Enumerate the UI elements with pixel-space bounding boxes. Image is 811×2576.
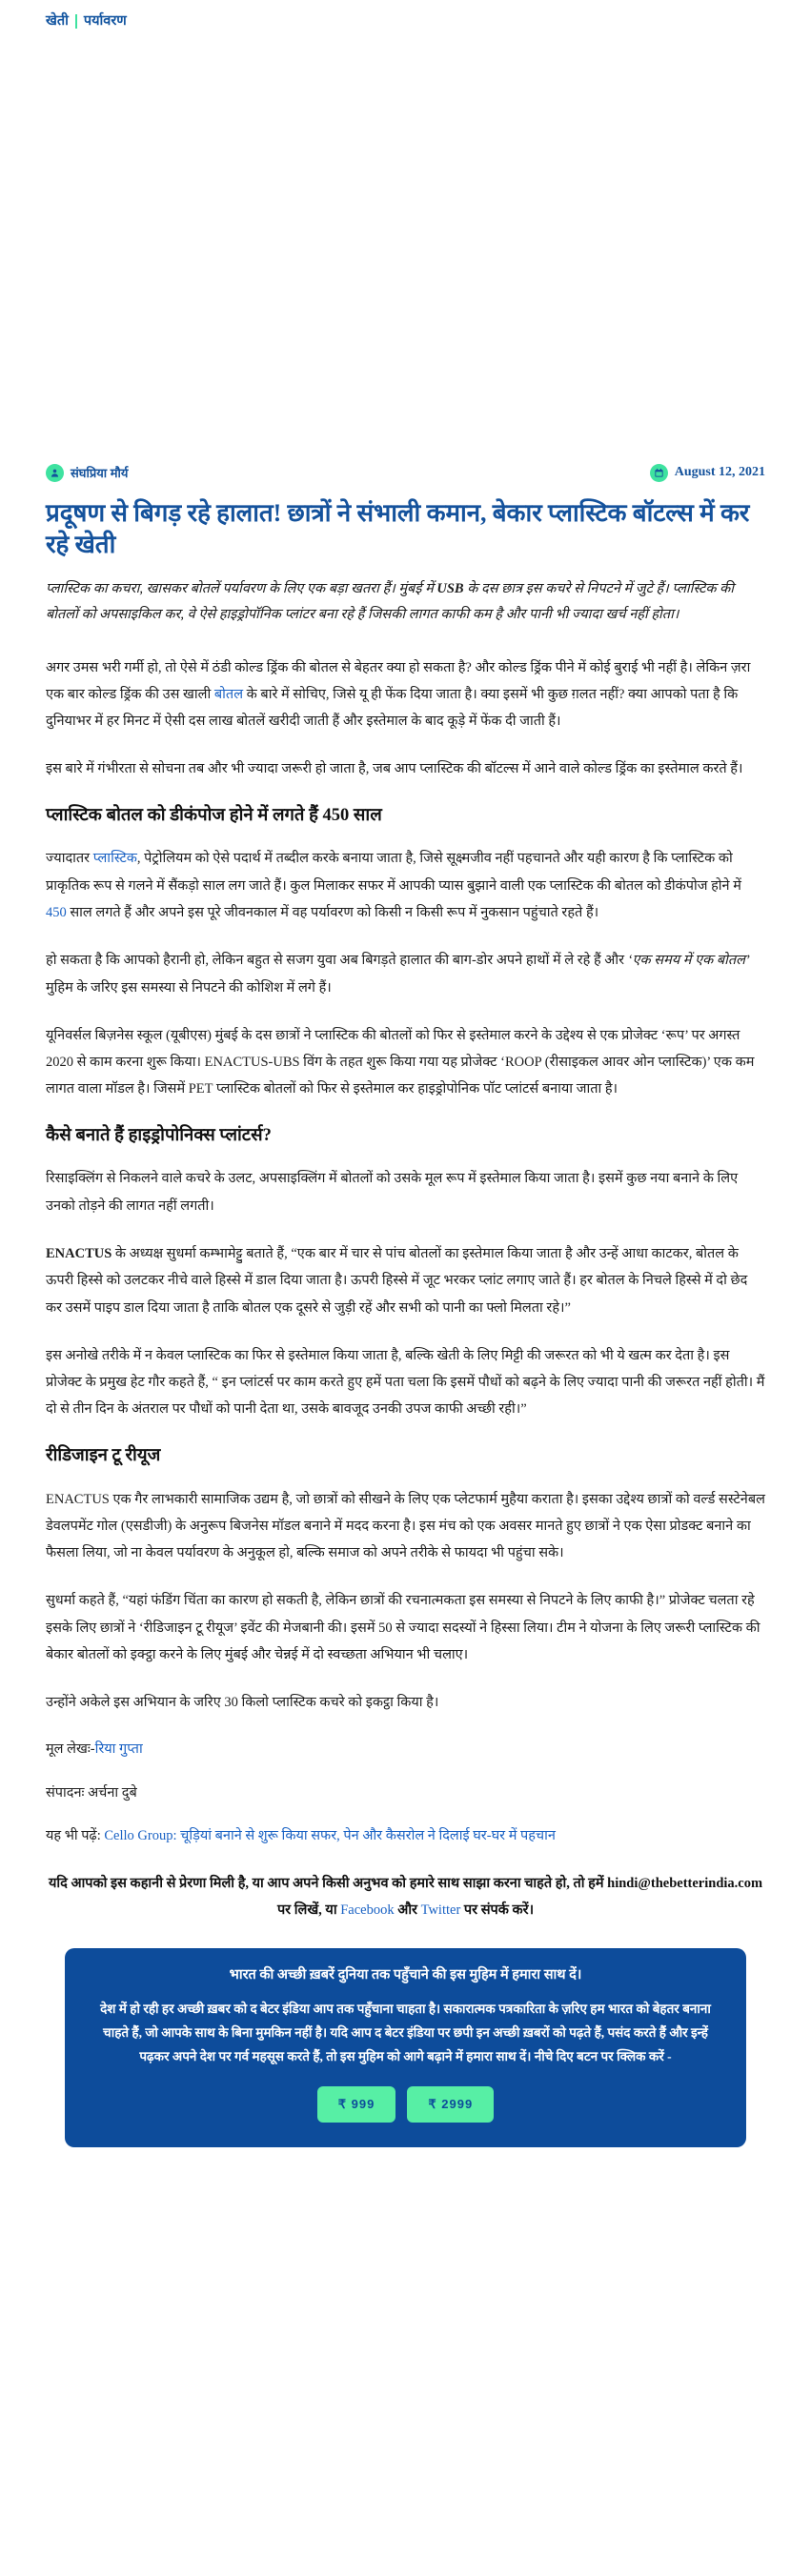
paragraph-4-text-a: हो सकता है कि आपको हैरानी हो, लेकिन बहुत से सजग युवा अब बिगड़ते हालात की बाग-डोर अपने हाथों में ले रहे हैं और [46,953,628,969]
paragraph-1-text-b: के बारे में सोचिए, जिसे यू ही फेंक दिया जाता है। क्या इसमें भी कुछ ग़लत नहीं? क्या आपको पता है कि दुनियाभर में हर मिनट में ऐसी दस लाख बोतलें खरीदी जाती हैं और इस्तेमाल के बाद कूड़े में फेंक दी जाती हैं। [46,686,739,730]
original-author-credit [46,1737,765,1763]
donation-heading: भारत की अच्छी ख़बरें दुनिया तक पहुँचाने की इस मुहिम में हमारा साथ दें। [229,1967,582,1983]
original-author-link[interactable]: रिया गुप्ता [94,1741,143,1758]
paragraph-4-text-b: मुहिम के जरिए इस समस्या से निपटने की कोशिश में लगे हैं। [46,979,332,996]
breadcrumb-item-kheti[interactable]: खेती [46,13,69,29]
paragraph-8: इस अनोखे तरीके में न केवल प्लास्टिक का फिर से इस्तेमाल किया जाता है, बल्कि खेती के लिए मिट्टी की जरूरत को भी ये खत्म कर देता है। इस प्रोजेक्ट के प्रमुख हेट गौर कहते हैं, “ इन प्लांटर्स पर काम करते हुए हमें पता चला कि इसमें पौधों को बढ़ने के लिए ज्यादा पानी की जरूरत नहीं होती। मैं दो से तीन दिन के अंतराल पर पौधों को पानी देता था, उसके बावजूद उनकी उपज काफी अच्छी रही।” [46,1347,765,1418]
paragraph-2: इस बारे में गंभीरता से सोचना तब और भी ज्यादा जरूरी हो जाता है, जब आप प्लास्टिक की बॉटल्स में आने वाले कोल्ड ड्रिंक का इस्तेमाल करते हैं। [46,761,743,777]
person-icon [46,464,64,482]
facebook-link[interactable]: Facebook [340,1902,395,1918]
donate-999-button[interactable]: ₹ 999 [317,2086,396,2123]
cta-text-b: पर लिखें, या [276,1902,341,1918]
section-heading-how-to-make: कैसे बनाते हैं हाइड्रोपोनिक्स प्लांटर्स? [46,1125,272,1145]
credit-label: मूल लेखः- [46,1741,95,1758]
publish-date: August 12, 2021 [674,465,765,480]
org-name-enactus: ENACTUS [46,1246,112,1262]
twitter-link[interactable]: Twitter [420,1902,461,1918]
paragraph-11: उन्होंने अकेले इस अभियान के जरिए 30 किलो प्लास्टिक कचरे को इकट्ठा किया है। [46,1695,439,1711]
paragraph-3-text-b: , पेट्रोलियम को ऐसे पदार्थ में तब्दील करके बनाया जाता है, जिसे सूक्ष्मजीव नहीं पहचानते और यही कारण है कि प्लास्टिक को प्राकृतिक रूप से गलने में सैंकड़ो साल लग जाते हैं। कुल मिलाकर सफर में आपकी प्यास बुझाने वाली एक प्लास्टिक की बोतल को डीकंपोज होने में [46,851,741,894]
excerpt-text-2: के दस छात्र इस कचरे से निपटने में जुटे हैं। प्लास्टिक की बोतलों को अपसाइकिल कर, वे ऐसे हाइड्रोपॉनिक प्लांटर बना रहे हैं जिसकी लागत काफी कम है और पानी भी ज्यादा खर्च नहीं होता। [46,580,735,622]
excerpt-text-1: प्लास्टिक का कचरा, खासकर बोतलें पर्यावरण के लिए एक बड़ा खतरा हैं। मुंबई में [46,580,437,596]
donation-body: देश में हो रही हर अच्छी ख़बर को द बेटर इंडिया आप तक पहुँचाना चाहता है। सकारात्मक पत्रकारिता के ज़रिए हम भारत को बेहतर बनाना चाहते हैं, जो आपके साथ के बिना मुमकिन नहीं है। यदि आप द बेटर इंडिया पर छपी इन अच्छी ख़बरों को पढ़ते हैं, पसंद करते हैं और इन्हें पढ़कर अपने देश पर गर्व महसूस करते हैं, तो इस मुहिम को आगे बढ़ाने में हमारा साथ दें। नीचे दिए बटन पर क्लिक करें - [100,2001,711,2063]
author-name: संघप्रिया मौर्य [71,466,129,481]
author-block[interactable] [46,464,128,482]
hero-image-placeholder [0,30,811,460]
editor-credit: संपादनः अर्चना दुबे [46,1784,137,1801]
excerpt-usb: USB [436,580,464,596]
date-block [650,464,765,482]
paragraph-1-text-a: अगर उमस भरी गर्मी हो, तो ऐसे में ठंडी कोल्ड ड्रिंक की बोतल से बेहतर क्या हो सकता है? और कोल्ड ड्रिंक पीने में कोई बुराई भी नहीं है। लेकिन ज़रा एक बार कोल्ड ड्रिंक की उस खाली [46,659,751,702]
paragraph-10: सुधर्मा कहते हैं, “यहां फंडिंग चिंता का कारण हो सकती है, लेकिन छात्रों की रचनात्मकता इस समस्या से निपटने के लिए काफी है।” प्रोजेक्ट चलता रहे इसके लिए छात्रों ने ‘रीडिजाइन टू रीयूज’ इवेंट की मेजबानी की। इसमें 50 से ज्यादा सदस्यों ने हिस्सा लिया। टीम ने योजना के लिए जरूरी प्लास्टिक की बेकार बोतलों को इक्ट्ठा करने के लिए मुंबई और चेन्नई में दो स्वच्छता अभियान भी चलाए। [46,1593,760,1662]
donate-2999-button[interactable]: ₹ 2999 [407,2086,494,2123]
paragraph-1 [46,654,765,735]
donation-card [65,1948,746,2147]
page-bottom-spacer [0,2166,811,2204]
article-meta [0,460,811,485]
donation-buttons [90,2086,721,2123]
campaign-name: ‘एक समय में एक बोतल’ [627,953,750,969]
cta-text-d: पर संपर्क करें। [460,1902,535,1918]
breadcrumb-item-paryavaran[interactable]: पर्यावरण [83,13,127,29]
cta-text-a: यदि आपको इस कहानी से प्रेरणा मिली है, या आप अपने किसी अनुभव को हमारे साथ साझा करना चाहते हो, तो हमें [48,1875,608,1891]
article-body [0,498,811,1923]
breadcrumb [0,0,811,30]
paragraph-9: ENACTUS एक गैर लाभकारी सामाजिक उद्यम है, जो छात्रों को सीखने के लिए एक प्लेटफार्म मुहैया कराता है। इसका उद्देश्य छात्रों को वर्ल्ड सस्टेनेबल डेवलपमेंट गोल (एसडीजी) के अनुरूप बिजनेस मॉडल बनाने में मदद करना है। इस मंच को एक अवसर मानते हुए छात्रों ने एक ऐसा प्रोडक्ट बनाने का फैसला लिया, जो ना केवल पर्यावरण के अनुकूल हो, बल्कि समाज को अपने तरीके से फायदा भी पहुंचा सके। [46,1491,765,1561]
cta-text-c: और [394,1902,421,1918]
paragraph-4 [46,947,765,1001]
read-more-row [46,1823,765,1848]
contact-cta [46,1870,765,1924]
section-heading-redesign-to-reuse: रीडिजाइन टू रीयूज [46,1445,161,1465]
paragraph-5: यूनिवर्सल बिज़नेस स्कूल (यूबीएस) मुंबई के दस छात्रों ने प्लास्टिक की बोतलों को फिर से इस्तेमाल करने के उद्देश्य से एक प्रोजेक्ट ‘रूप’ पर अगस्त 2020 से काम करना शुरू किया। ENACTUS-UBS विंग के तहत शुरू किया गया यह प्रोजेक्ट ‘ROOP (रीसाइकल आवर ओन प्लास्टिक)’ एक कम लागत वाला मॉडल है। जिसमें PET प्लास्टिक बोतलों को फिर से इस्तेमाल कर हाइड्रोपोनिक पॉट प्लांटर्स बनाया जाता है। [46,1027,755,1097]
article-excerpt [46,576,765,628]
paragraph-6: रिसाइक्लिंग से निकलने वाले कचरे के उलट, अपसाइक्लिंग में बोतलों को उसके मूल रूप में इस्तेमाल किया जाता है। इसमें कुछ नया बनाने के लिए उनको तोड़ने की लागत नहीं लगती। [46,1171,739,1214]
calendar-icon [650,464,668,482]
page-title: प्रदूषण से बिगड़ रहे हालात! छात्रों ने संभाली कमान, बेकार प्लास्टिक बॉटल्स में कर रहे खेती [46,499,750,559]
read-more-link[interactable]: Cello Group: चूड़ियां बनाने से शुरू किया सफर, पेन और कैसरोल ने दिलाई घर-घर में पहचान [104,1828,556,1844]
breadcrumb-separator [75,14,77,29]
paragraph-3 [46,845,765,926]
read-more-label: यह भी पढ़ें: [46,1828,101,1844]
section-heading-450-years: प्लास्टिक बोतल को डीकंपोज होने में लगते हैं 450 साल [46,805,382,825]
inline-link-450[interactable]: 450 [46,905,67,920]
contact-email: hindi@thebetterindia.com [607,1875,763,1891]
paragraph-3-text-c: साल लगते हैं और अपने इस पूरे जीवनकाल में वह पर्यावरण को किसी न किसी रूप में नुकसान पहुंचाते रहते हैं। [66,905,599,920]
paragraph-7 [46,1240,765,1321]
inline-link-bottle[interactable]: बोतल [213,686,244,702]
paragraph-3-text-a: ज्यादातर [46,851,93,867]
inline-link-plastic[interactable]: प्लास्टिक [92,851,137,867]
paragraph-7-text: के अध्यक्ष सुधर्मा कम्भामेट्टु बताते हैं, “एक बार में चार से पांच बोतलों का इस्तेमाल किया जाता है और उन्हें आधा काटकर, बोतल के ऊपरी हिस्से को उलटकर नीचे वाले हिस्से में डाल दिया जाता है। ऊपरी हिस्से में जूट भरकर प्लांट लगाए जाते हैं। हर बोतल के निचले हिस्से में दो छेद कर उसमें पाइप डाल दिया जाता है ताकि बोतल एक दूसरे से जुड़ी रहें और सभी को पानी का फ्लो मिलता रहे।” [46,1246,748,1316]
